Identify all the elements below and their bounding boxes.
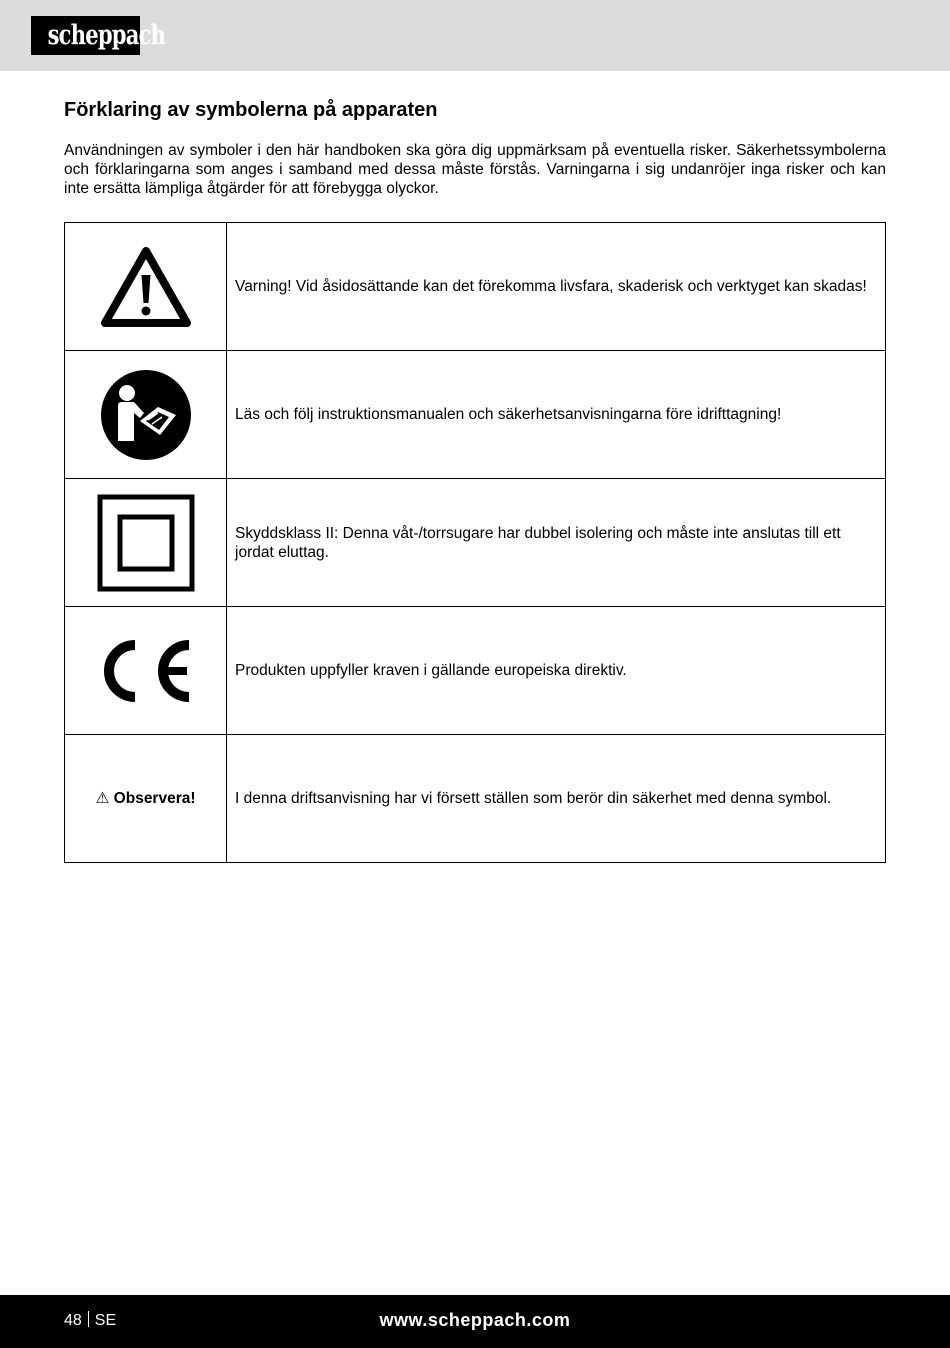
table-row xyxy=(65,223,886,351)
symbol-description: I denna driftsanvisning har vi försett ställen som berör din säkerhet med denna symbol. xyxy=(227,735,886,863)
caution-label: ⚠ Observera! xyxy=(95,790,196,807)
symbol-table xyxy=(64,222,886,863)
intro-paragraph: Användningen av symboler i den här handboken ska göra dig uppmärksam på eventuella risker. Säkerhetssymbolerna och förklaringarna som anges i samband med dessa måste förstås. Varningarna i sig undanröjer inga risker och kan inte ersätta lämpliga åtgärder för att förebygga olyckor. xyxy=(64,142,886,197)
symbol-description: Läs och följ instruktionsmanualen och säkerhetsanvisningarna före idrifttagning! xyxy=(227,351,886,479)
symbol-description: Produkten uppfyller kraven i gällande europeiska direktiv. xyxy=(227,607,886,735)
table-row xyxy=(65,607,886,735)
ce-mark-icon xyxy=(97,635,195,707)
table-row xyxy=(65,735,886,863)
page-number-value: 48 xyxy=(64,1312,82,1329)
icon-cell xyxy=(65,735,227,863)
protection-class-ii-icon xyxy=(97,494,195,592)
icon-cell xyxy=(65,479,227,607)
icon-cell xyxy=(65,223,227,351)
section-title: Förklaring av symbolerna på apparaten xyxy=(64,99,438,121)
header-band xyxy=(0,0,950,71)
scheppach-logo: scheppach xyxy=(31,16,140,55)
icon-cell xyxy=(65,351,227,479)
website-url: www.scheppach.com xyxy=(379,1310,571,1330)
table-row xyxy=(65,479,886,607)
footer-bar xyxy=(0,1295,950,1348)
read-manual-icon xyxy=(100,369,192,461)
warning-triangle-icon xyxy=(99,245,193,329)
symbol-description: Skyddsklass II: Denna våt-/torrsugare har dubbel isolering och måste inte anslutas till ett jordat eluttag. xyxy=(227,479,886,607)
table-row xyxy=(65,351,886,479)
icon-cell xyxy=(65,607,227,735)
language-code: SE xyxy=(94,1312,117,1329)
symbol-description: Varning! Vid åsidosättande kan det förekomma livsfara, skaderisk och verktyget kan skadas! xyxy=(227,223,886,351)
